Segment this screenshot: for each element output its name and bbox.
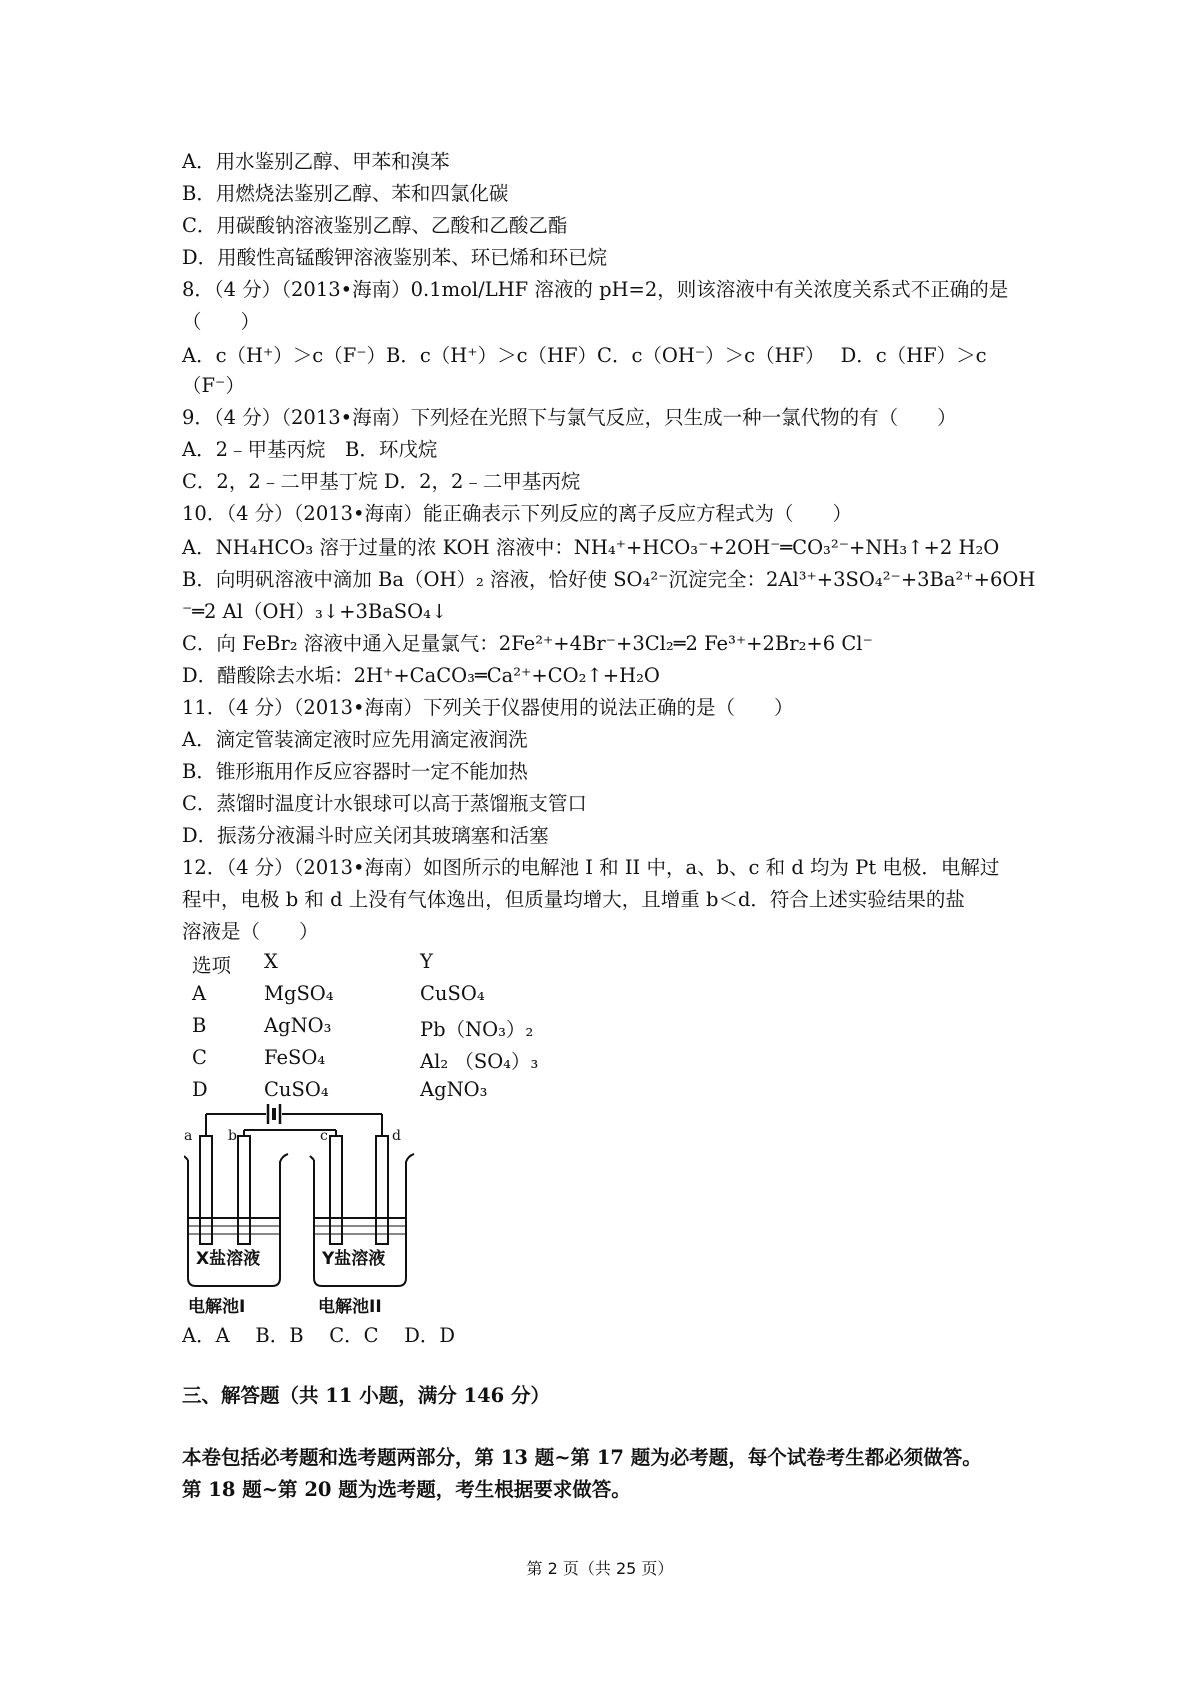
electrode-label: a: [184, 1128, 193, 1144]
q12-stem-line2: 程中，电极 b 和 d 上没有气体逸出，但质量均增大，且增重 b＜d．符合上述实验结果的盐: [182, 888, 965, 911]
table-header-y: Y: [420, 950, 433, 973]
q11-stem: 11．（4 分）（2013•海南）下列关于仪器使用的说法正确的是（ ）: [182, 696, 794, 719]
section-3-note-line1: 本卷包括必考题和选考题两部分，第 13 题~第 17 题为必考题，每个试卷考生都必须做答。: [182, 1446, 982, 1469]
electrode-label: b: [228, 1128, 237, 1144]
table-cell: AgNO₃: [420, 1078, 488, 1101]
electrode-label: c: [320, 1128, 328, 1144]
cell-1-label: 电解池I: [188, 1297, 246, 1317]
table-cell: AgNO₃: [264, 1014, 332, 1037]
electrode-label: d: [392, 1128, 401, 1144]
q11-option-b: B．锥形瓶用作反应容器时一定不能加热: [182, 760, 528, 783]
table-cell: CuSO₄: [264, 1078, 329, 1101]
q9-stem: 9．（4 分）（2013•海南）下列烃在光照下与氯气反应，只生成一种一氯代物的有（ ）: [182, 406, 957, 429]
table-header-x: X: [264, 950, 278, 973]
table-cell: Al₂ （SO₄）₃: [420, 1050, 539, 1073]
table-cell: CuSO₄: [420, 982, 485, 1005]
q8-options-cont: （F⁻）: [182, 374, 245, 397]
table-cell: D: [192, 1078, 208, 1101]
section-3-note-line2: 第 18 题~第 20 题为选考题，考生根据要求做答。: [182, 1478, 631, 1501]
solution-y-label: Y盐溶液: [322, 1249, 386, 1269]
table-cell: MgSO₄: [264, 982, 334, 1005]
section-3-title: 三、解答题（共 11 小题，满分 146 分）: [182, 1384, 550, 1407]
table-cell: A: [192, 982, 207, 1005]
q12-stem-line3: 溶液是（ ）: [182, 920, 319, 943]
q8-stem: 8．（4 分）（2013•海南）0.1mol/LHF 溶液的 pH=2，则该溶液中有关浓度关系式不正确的是: [182, 278, 1009, 301]
cell-2-label: 电解池II: [318, 1297, 382, 1317]
q7-option-a: A．用水鉴别乙醇、甲苯和溴苯: [182, 150, 450, 173]
q11-option-c: C．蒸馏时温度计水银球可以高于蒸馏瓶支管口: [182, 792, 587, 815]
q11-option-d: D．振荡分液漏斗时应关闭其玻璃塞和活塞: [182, 824, 549, 847]
q10-option-a: A．NH₄HCO₃ 溶于过量的浓 KOH 溶液中：NH₄⁺+HCO₃⁻+2OH⁻═CO₃²⁻+NH₃↑+2 H₂O: [182, 536, 1000, 559]
electrolysis-figure: [184, 1100, 434, 1318]
table-cell: FeSO₄: [264, 1046, 326, 1069]
q7-option-d: D．用酸性高锰酸钾溶液鉴别苯、环已烯和环已烷: [182, 246, 608, 269]
q7-option-c: C．用碳酸钠溶液鉴别乙醇、乙酸和乙酸乙酯: [182, 214, 568, 237]
q9-options-ab: A．2﹣甲基丙烷 B．环戊烷: [182, 438, 438, 461]
q8-options: A．c（H⁺）＞c（F⁻）B．c（H⁺）＞c（HF）C．c（OH⁻）＞c（HF） D．c（HF）＞c: [182, 344, 987, 367]
table-header-option: 选项: [192, 954, 232, 977]
page-footer: 第 2 页（共 25 页）: [526, 1559, 674, 1578]
table-cell: B: [192, 1014, 207, 1037]
q12-stem-line1: 12．（4 分）（2013•海南）如图所示的电解池 I 和 II 中，a、b、c 和 d 均为 Pt 电极．电解过: [182, 856, 1000, 879]
q12-answer-options: A．A B．B C．C D．D: [182, 1324, 456, 1347]
q10-option-b: B．向明矾溶液中滴加 Ba（OH）₂ 溶液，恰好使 SO₄²⁻沉淀完全：2Al³⁺+3SO₄²⁻+3Ba²⁺+6OH: [182, 568, 1036, 591]
q7-option-b: B．用燃烧法鉴别乙醇、苯和四氯化碳: [182, 182, 509, 205]
table-cell: C: [192, 1046, 207, 1069]
q11-option-a: A．滴定管装滴定液时应先用滴定液润洗: [182, 728, 528, 751]
solution-x-label: X盐溶液: [196, 1249, 261, 1269]
q10-option-d: D．醋酸除去水垢：2H⁺+CaCO₃═Ca²⁺+CO₂↑+H₂O: [182, 664, 660, 687]
q9-options-cd: C．2，2﹣二甲基丁烷 D．2，2﹣二甲基丙烷: [182, 470, 581, 493]
q10-option-c: C．向 FeBr₂ 溶液中通入足量氯气：2Fe²⁺+4Br⁻+3Cl₂═2 Fe³⁺+2Br₂+6 Cl⁻: [182, 632, 873, 655]
table-cell: Pb（NO₃）₂: [420, 1018, 534, 1041]
q8-paren: （ ）: [182, 310, 261, 333]
q10-option-a-text: NH₄HCO₃ 溶于过量的浓 KOH 溶液中：NH₄⁺+HCO₃⁻+2OH⁻═CO₃²⁻+NH₃↑+2 H₂O: [215, 536, 1000, 559]
q10-stem: 10．（4 分）（2013•海南）能正确表示下列反应的离子反应方程式为（ ）: [182, 502, 853, 525]
q10-option-b-cont: ⁻═2 Al（OH）₃↓+3BaSO₄↓: [182, 600, 448, 623]
